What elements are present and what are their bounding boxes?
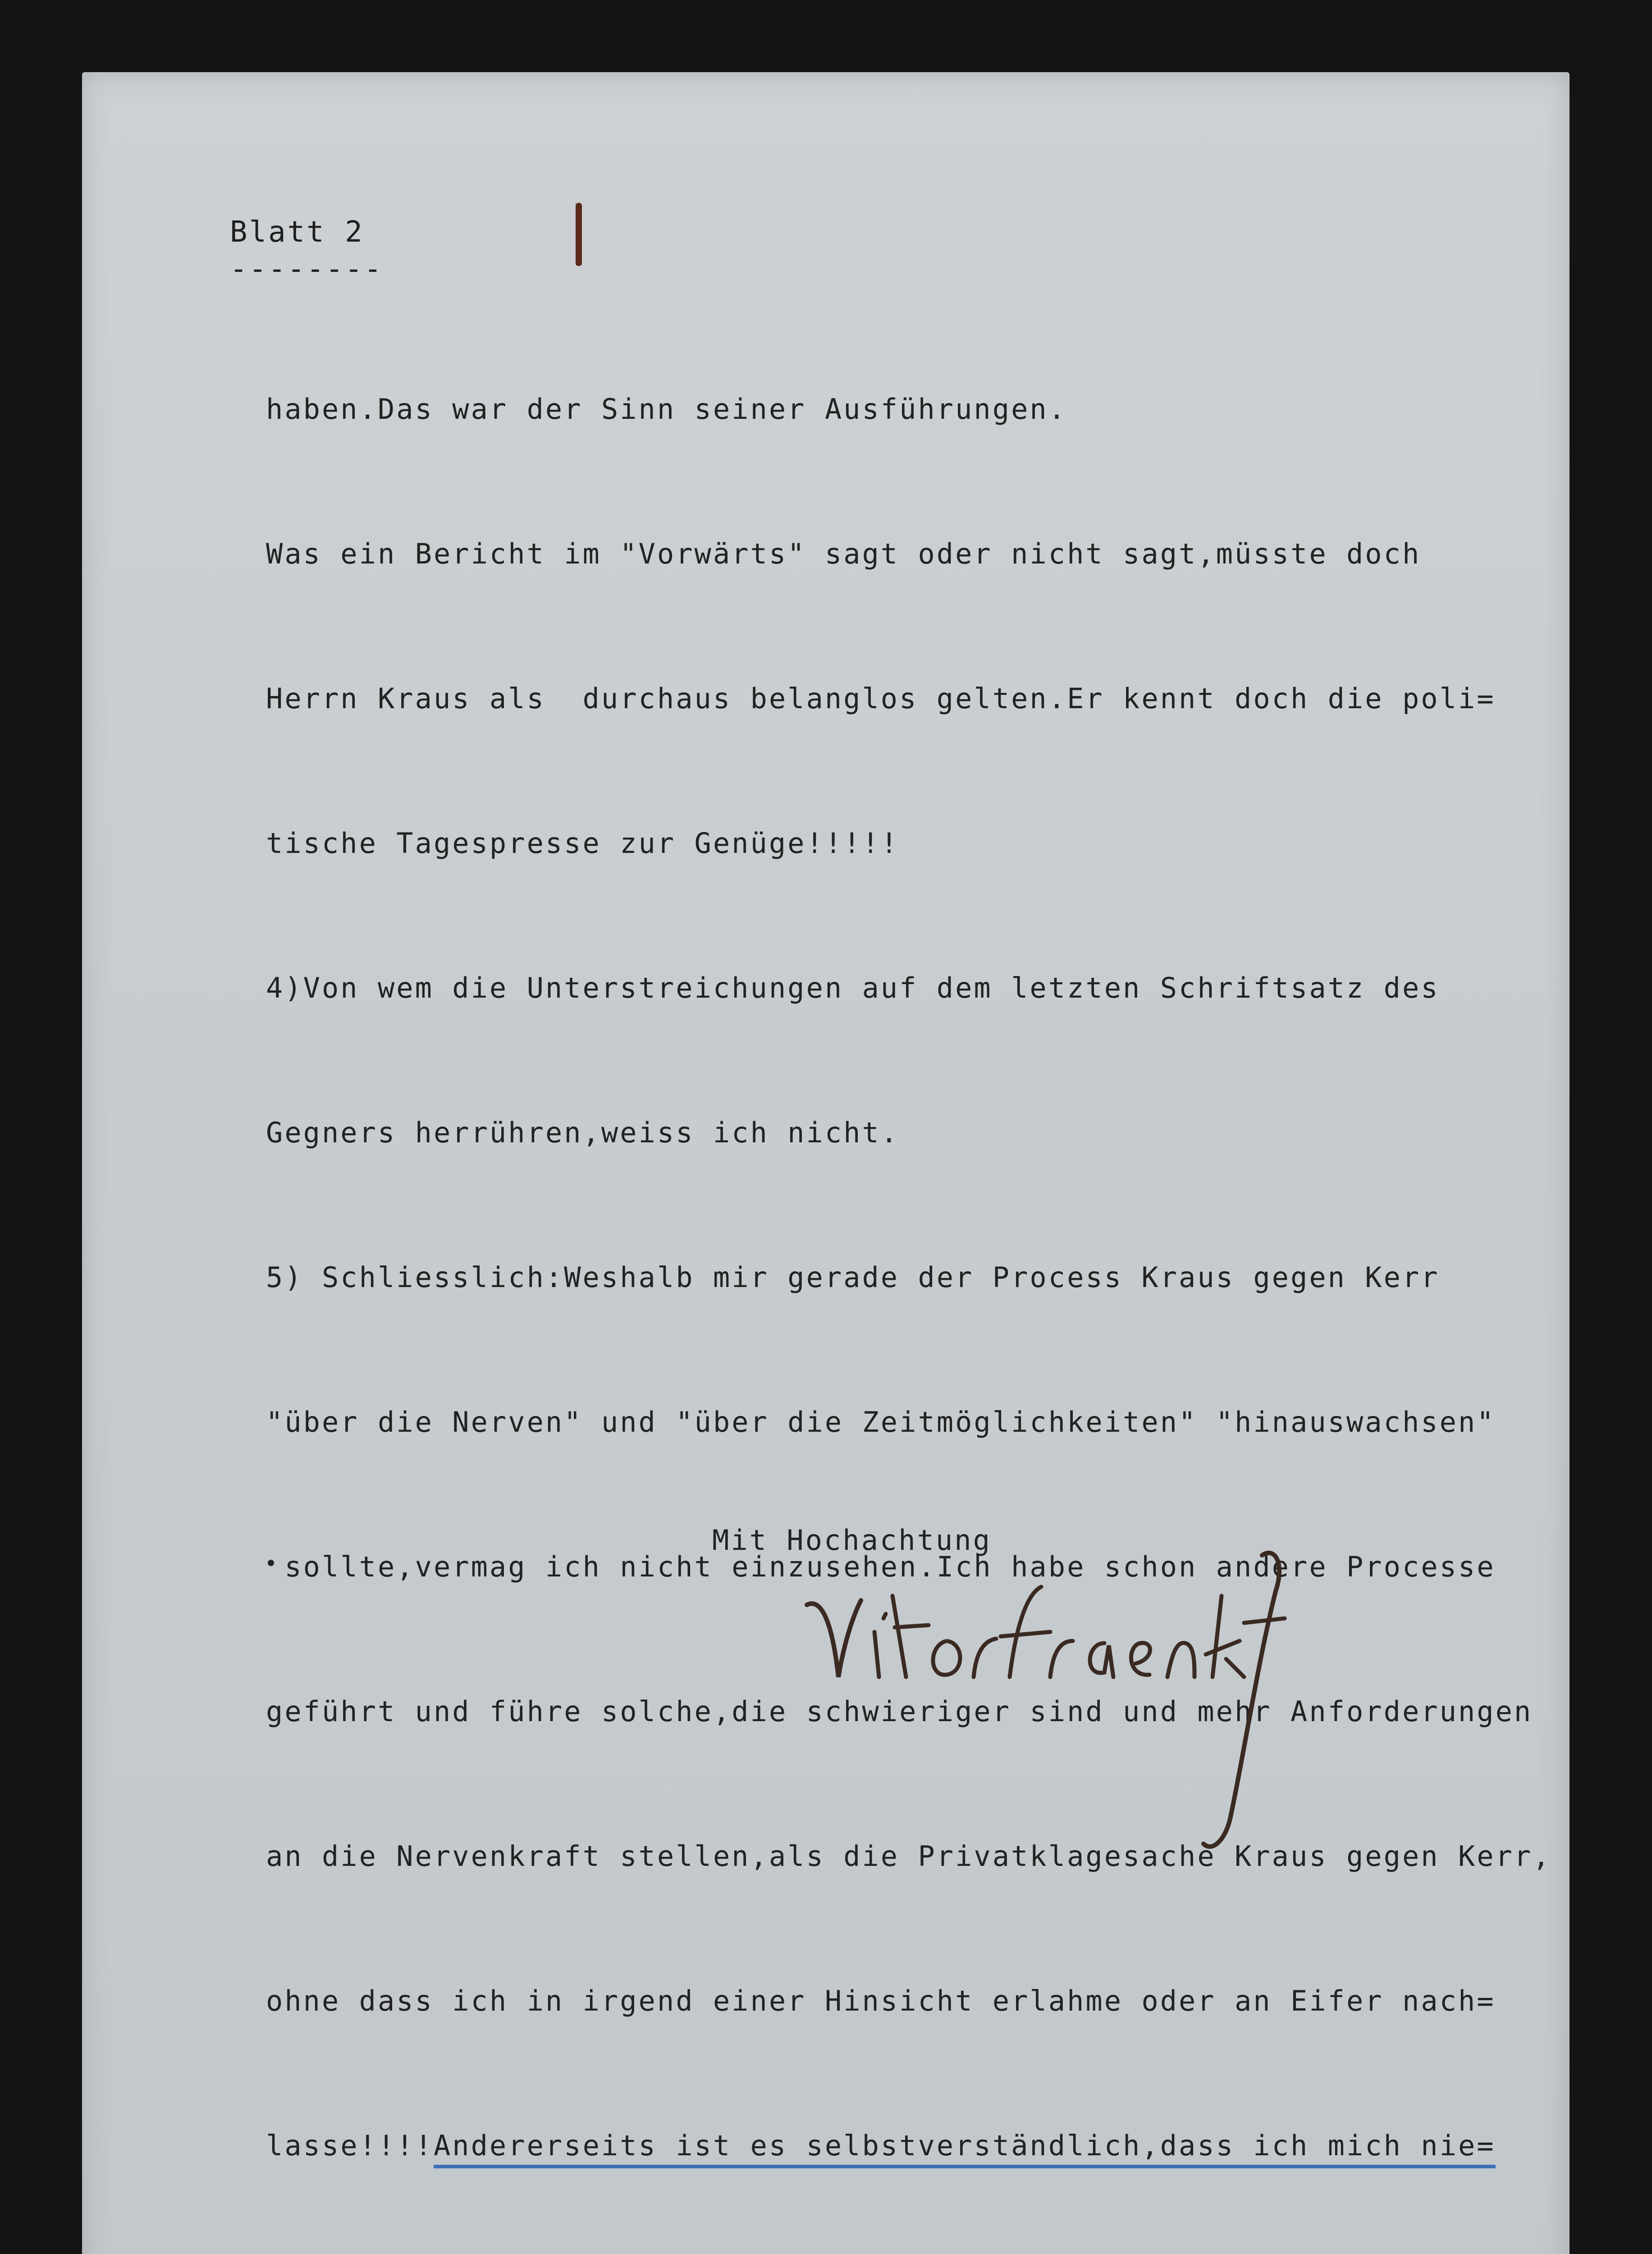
handwritten-signature	[798, 1528, 1316, 1898]
body-line: Herrn Kraus als durchaus belanglos gelten.Er kennt doch die poli=	[266, 682, 1496, 715]
page-heading: Blatt 2	[230, 215, 364, 249]
body-line: an die Nervenkraft stellen,als die Privatklagesache Kraus gegen Kerr,	[266, 1840, 1551, 1873]
body-line: sollte,vermag ich nicht einzusehen.Ich habe schon andere Processe	[266, 1550, 1496, 1583]
body-line: haben.Das war der Sinn seiner Ausführungen.	[266, 393, 1067, 426]
heading-rule: --------	[230, 252, 384, 286]
body-line: ohne dass ich in irgend einer Hinsicht erlahme oder an Eifer nach=	[266, 1984, 1496, 2017]
body-fragment: lasse!!!!	[266, 2129, 434, 2162]
page-marker	[576, 203, 582, 266]
body-line: Was ein Bericht im "Vorwärts" sagt oder nicht sagt,müsste doch	[266, 537, 1421, 570]
body-line-mixed	[266, 2121, 1573, 2170]
body-line: Gegners herrühren,weiss ich nicht.	[266, 1116, 900, 1149]
closing-salutation: Mit Hochachtung	[712, 1524, 992, 1557]
blue-underlined-text: Andererseits ist es selbstverständlich,dass ich mich nie=	[434, 2129, 1496, 2168]
body-line: geführt und führe solche,die schwieriger sind und mehr Anforderungen	[266, 1695, 1533, 1728]
body-line: 5) Schliesslich:Weshalb mir gerade der Process Kraus gegen Kerr	[266, 1261, 1440, 1294]
body-line: 4)Von wem die Unterstreichungen auf dem letzten Schriftsatz des	[266, 971, 1440, 1004]
body-line: "über die Nerven" und "über die Zeitmöglichkeiten" "hinauswachsen"	[266, 1406, 1496, 1439]
body-line: tische Tagespresse zur Genüge!!!!!	[266, 827, 900, 860]
letter-body	[266, 289, 1573, 2254]
